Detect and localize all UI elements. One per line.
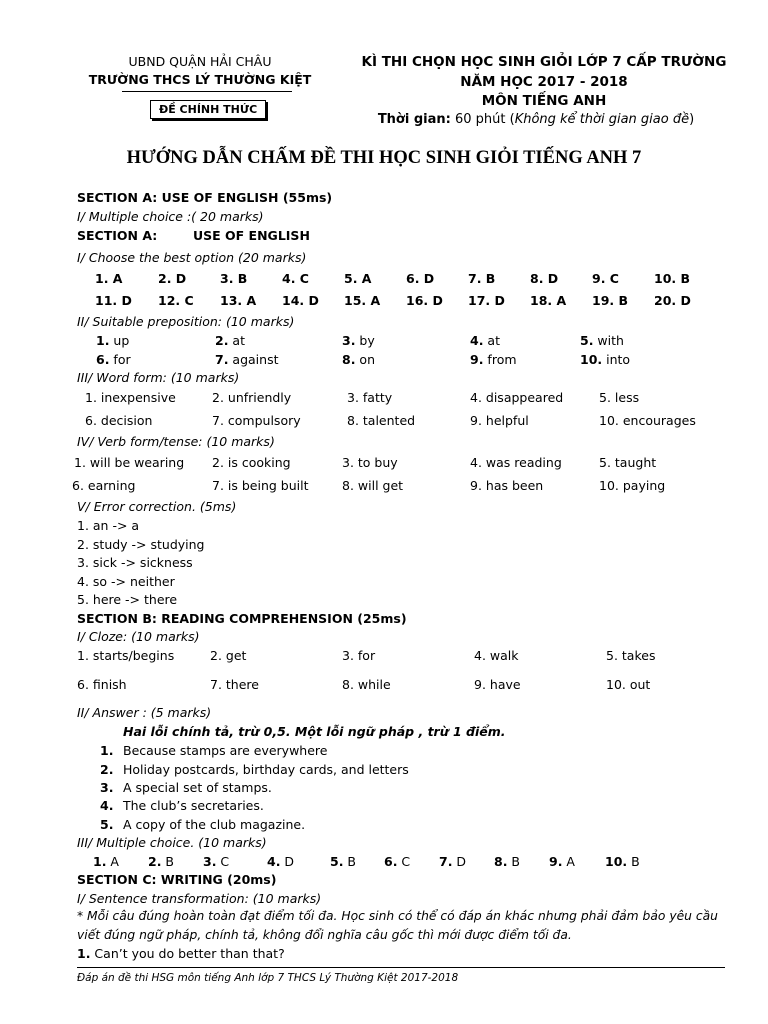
word-form-heading: III/ Word form: (10 marks) bbox=[77, 370, 240, 385]
word-form-answer: 5. less bbox=[599, 390, 640, 405]
word-form-answer: 4. disappeared bbox=[470, 390, 564, 405]
prep-answer: 3. by bbox=[342, 333, 375, 348]
mc2-answer: 9. A bbox=[549, 854, 575, 869]
mc-row-2 bbox=[0, 293, 768, 311]
mc-answer: 2. D bbox=[158, 271, 187, 286]
school-underline bbox=[122, 91, 292, 92]
multiple-choice-2-row bbox=[0, 854, 768, 872]
prep-answer: 4. at bbox=[470, 333, 500, 348]
mc-answer: 8. D bbox=[530, 271, 559, 286]
word-form-answer: 9. helpful bbox=[470, 413, 529, 428]
word-form-answer: 6. decision bbox=[85, 413, 153, 428]
answer-item: 1. Because stamps are everywhere bbox=[100, 743, 328, 758]
prep-answer: 9. from bbox=[470, 352, 517, 367]
official-stamp: ĐỀ CHÍNH THỨC bbox=[150, 100, 266, 119]
cloze-answer: 8. while bbox=[342, 677, 391, 692]
prep-answer: 1. up bbox=[96, 333, 130, 348]
verb-form-answer: 10. paying bbox=[599, 478, 666, 493]
mc-answer: 4. C bbox=[282, 271, 309, 286]
section-a-heading-repeat bbox=[77, 228, 310, 243]
cloze-answer: 2. get bbox=[210, 648, 247, 663]
word-form-answer: 1. inexpensive bbox=[85, 390, 176, 405]
verb-form-answer: 1. will be wearing bbox=[74, 455, 185, 470]
verb-form-row-1 bbox=[0, 455, 768, 473]
verb-form-answer: 5. taught bbox=[599, 455, 657, 470]
mc2-answer: 8. B bbox=[494, 854, 521, 869]
department-name: UBND QUẬN HẢI CHÂU bbox=[128, 54, 272, 69]
verb-form-answer: 4. was reading bbox=[470, 455, 562, 470]
mc-answer: 1. A bbox=[95, 271, 123, 286]
school-year: NĂM HỌC 2017 - 2018 bbox=[460, 74, 628, 90]
section-c-heading: SECTION C: WRITING (20ms) bbox=[77, 872, 277, 887]
error-item: 2. study -> studying bbox=[77, 537, 205, 552]
time-value: 60 phút ( bbox=[450, 112, 515, 127]
cloze-answer: 4. walk bbox=[474, 648, 519, 663]
section-a-heading: SECTION A: USE OF ENGLISH (55ms) bbox=[77, 190, 333, 205]
verb-form-heading: IV/ Verb form/tense: (10 marks) bbox=[77, 434, 275, 449]
answer-item: 5. A copy of the club magazine. bbox=[100, 817, 306, 832]
section-b-heading: SECTION B: READING COMPREHENSION (25ms) bbox=[77, 611, 407, 626]
choose-option-heading: I/ Choose the best option (20 marks) bbox=[77, 250, 307, 265]
mc-answer: 14. D bbox=[282, 293, 319, 308]
word-form-row-2 bbox=[0, 413, 768, 431]
cloze-row-1 bbox=[0, 648, 768, 666]
answer-item: 4. The club’s secretaries. bbox=[100, 798, 264, 813]
mc-answer: 11. D bbox=[95, 293, 132, 308]
error-item: 5. here -> there bbox=[77, 592, 178, 607]
multiple-choice-heading: I/ Multiple choice :( 20 marks) bbox=[77, 209, 264, 224]
mc2-answer: 10. B bbox=[605, 854, 640, 869]
word-form-answer: 8. talented bbox=[347, 413, 416, 428]
mc-answer: 20. D bbox=[654, 293, 691, 308]
preposition-row-2 bbox=[0, 352, 768, 370]
exam-title: KÌ THI CHỌN HỌC SINH GIỎI LỚP 7 CẤP TRƯỜNG bbox=[361, 54, 727, 70]
exam-time bbox=[336, 112, 736, 127]
mc-answer: 18. A bbox=[530, 293, 567, 308]
subject: MÔN TIẾNG ANH bbox=[481, 93, 607, 109]
word-form-answer: 3. fatty bbox=[347, 390, 393, 405]
multiple-choice-2-heading: III/ Multiple choice. (10 marks) bbox=[77, 835, 267, 850]
preposition-heading: II/ Suitable preposition: (10 marks) bbox=[77, 314, 295, 329]
error-item: 1. an -> a bbox=[77, 518, 140, 533]
prep-answer: 2. at bbox=[215, 333, 245, 348]
time-close: ) bbox=[689, 112, 695, 127]
mc-answer: 9. C bbox=[592, 271, 619, 286]
cloze-row-2 bbox=[0, 677, 768, 695]
transformation-item: 1. Can’t you do better than that? bbox=[77, 946, 285, 961]
sentence-transformation-heading: I/ Sentence transformation: (10 marks) bbox=[77, 891, 322, 906]
mc2-answer: 7. D bbox=[439, 854, 467, 869]
prep-answer: 7. against bbox=[215, 352, 279, 367]
mc-answer: 6. D bbox=[406, 271, 435, 286]
mc2-answer: 5. B bbox=[330, 854, 357, 869]
mc-answer: 13. A bbox=[220, 293, 257, 308]
cloze-answer: 3. for bbox=[342, 648, 376, 663]
mc-answer: 7. B bbox=[468, 271, 496, 286]
cloze-answer: 5. takes bbox=[606, 648, 656, 663]
mc-row-1 bbox=[0, 271, 768, 289]
mc-answer: 3. B bbox=[220, 271, 248, 286]
school-name: TRƯỜNG THCS LÝ THƯỜNG KIỆT bbox=[88, 72, 312, 87]
mc-answer: 17. D bbox=[468, 293, 505, 308]
word-form-answer: 2. unfriendly bbox=[212, 390, 292, 405]
footer-text: Đáp án đề thi HSG môn tiếng Anh lớp 7 THCS Lý Thường Kiệt 2017-2018 bbox=[77, 972, 459, 984]
footer-divider bbox=[77, 967, 725, 968]
section-a-title: USE OF ENGLISH bbox=[193, 228, 310, 243]
error-item: 4. so -> neither bbox=[77, 574, 175, 589]
mc2-answer: 4. D bbox=[267, 854, 295, 869]
section-a-label: SECTION A: bbox=[77, 228, 158, 243]
mc2-answer: 6. C bbox=[384, 854, 411, 869]
grading-note-line-2: viết đúng ngữ pháp, chính tả, không đổi nghĩa câu gốc thì mới được điểm tối đa. bbox=[77, 928, 572, 942]
cloze-answer: 1. starts/begins bbox=[77, 648, 175, 663]
prep-answer: 5. with bbox=[580, 333, 624, 348]
answer-heading: II/ Answer : (5 marks) bbox=[77, 705, 212, 720]
time-label: Thời gian: bbox=[377, 112, 451, 127]
verb-form-answer: 8. will get bbox=[342, 478, 404, 493]
grading-note-line-1: * Mỗi câu đúng hoàn toàn đạt điểm tối đa. Học sinh có thể có đáp án khác nhưng phải đảm bảo yêu cầu bbox=[77, 909, 718, 923]
prep-answer: 6. for bbox=[96, 352, 131, 367]
prep-answer: 10. into bbox=[580, 352, 631, 367]
verb-form-answer: 2. is cooking bbox=[212, 455, 291, 470]
page-title: HƯỚNG DẪN CHẤM ĐỀ THI HỌC SINH GIỎI TIẾNG ANH 7 bbox=[126, 148, 642, 168]
cloze-answer: 7. there bbox=[210, 677, 259, 692]
answer-grading-note: Hai lỗi chính tả, trừ 0,5. Một lỗi ngữ pháp , trừ 1 điểm. bbox=[123, 724, 506, 739]
preposition-row-1 bbox=[0, 333, 768, 351]
mc-answer: 19. B bbox=[592, 293, 629, 308]
mc-answer: 12. C bbox=[158, 293, 194, 308]
verb-form-answer: 9. has been bbox=[470, 478, 544, 493]
cloze-answer: 6. finish bbox=[77, 677, 127, 692]
prep-answer: 8. on bbox=[342, 352, 375, 367]
cloze-answer: 9. have bbox=[474, 677, 521, 692]
verb-form-answer: 7. is being built bbox=[212, 478, 309, 493]
mc-answer: 16. D bbox=[406, 293, 443, 308]
mc2-answer: 1. A bbox=[93, 854, 119, 869]
verb-form-row-2 bbox=[0, 478, 768, 496]
mc-answer: 15. A bbox=[344, 293, 381, 308]
word-form-answer: 7. compulsory bbox=[212, 413, 301, 428]
mc2-answer: 2. B bbox=[148, 854, 175, 869]
cloze-answer: 10. out bbox=[606, 677, 651, 692]
verb-form-answer: 6. earning bbox=[72, 478, 136, 493]
time-note: Không kể thời gian giao đề bbox=[514, 112, 690, 127]
error-correction-heading: V/ Error correction. (5ms) bbox=[77, 499, 237, 514]
mc-answer: 10. B bbox=[654, 271, 691, 286]
answer-item: 3. A special set of stamps. bbox=[100, 780, 272, 795]
word-form-row-1 bbox=[0, 390, 768, 408]
error-item: 3. sick -> sickness bbox=[77, 555, 193, 570]
word-form-answer: 10. encourages bbox=[599, 413, 696, 428]
mc2-answer: 3. C bbox=[203, 854, 230, 869]
mc-answer: 5. A bbox=[344, 271, 372, 286]
answer-item: 2. Holiday postcards, birthday cards, and letters bbox=[100, 762, 409, 777]
verb-form-answer: 3. to buy bbox=[342, 455, 398, 470]
cloze-heading: I/ Cloze: (10 marks) bbox=[77, 629, 200, 644]
